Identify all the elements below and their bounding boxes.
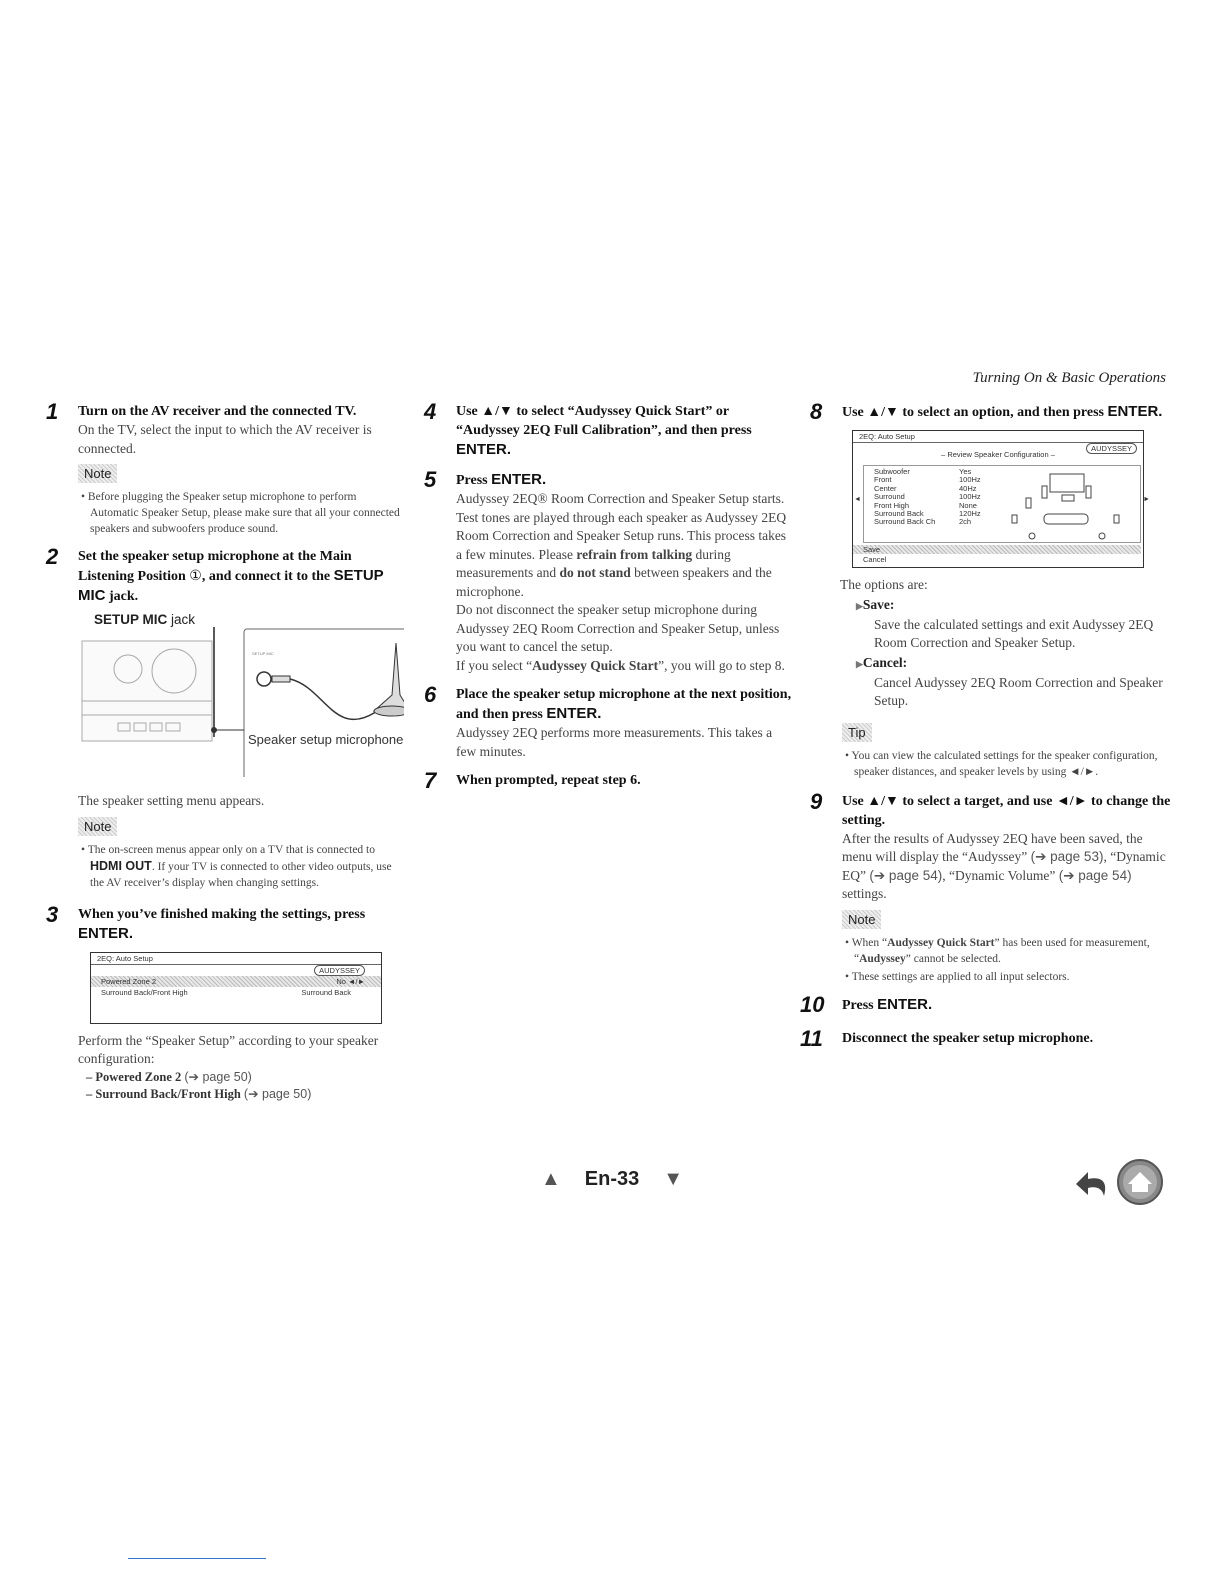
step-5	[420, 467, 792, 675]
config-row-label: Front	[874, 475, 892, 485]
config-row-label: Surround Back Ch	[874, 517, 936, 527]
step-title: Turn on the AV receiver and the connected TV.	[78, 404, 357, 419]
tip-item: • You can view the calculated settings for the speaker configuration, speaker distances, and speaker levels by using ◄/►.	[845, 749, 1158, 778]
step-body: The speaker setting menu appears.	[78, 793, 265, 808]
list-item: – Powered Zone 2 (➔ page 50)	[86, 1069, 252, 1084]
step-title: Press ENTER.	[842, 995, 933, 1013]
step-number: 2	[46, 544, 59, 569]
receiver-front-panel-illustration	[82, 641, 212, 741]
back-icon[interactable]	[1076, 1172, 1105, 1196]
step-number: 1	[46, 399, 59, 424]
step-title: Use ▲/▼ to select an option, and then press ENTER.	[842, 403, 1163, 420]
option-cancel-desc: Cancel Audyssey 2EQ Room Correction and Speaker Setup.	[874, 674, 1163, 708]
step-1	[42, 399, 402, 537]
step-number: 4	[424, 399, 437, 424]
tip-label: Tip	[842, 723, 872, 742]
step-number: 3	[46, 901, 59, 927]
step-body: Audyssey 2EQ performs more measurements. This takes a few minutes.	[456, 725, 773, 759]
step-number: 11	[800, 1025, 823, 1051]
step-10	[800, 991, 1174, 1017]
step-title: Press ENTER.	[456, 471, 547, 488]
column-3	[800, 399, 1174, 1058]
page-number: En-33	[584, 1168, 640, 1190]
step-4	[420, 399, 792, 460]
step-8	[806, 399, 1174, 780]
config-panel	[854, 465, 1150, 543]
menu-row-surround-back[interactable]: Surround Back/Front High Surround Back	[101, 987, 351, 997]
config-row-value: 40Hz	[959, 483, 977, 493]
note-item: • When “Audyssey Quick Start” has been used for measurement, “Audyssey” cannot be selected.	[845, 936, 1150, 965]
step-title: Set the speaker setup microphone at the Main Listening Position ①, and connect it to the SETUP MIC jack.	[78, 549, 384, 604]
step-body: The options are:	[840, 577, 928, 592]
screen-subtitle: – Review Speaker Configuration –	[941, 450, 1055, 459]
config-row-label: Front High	[874, 500, 910, 510]
config-row	[874, 518, 994, 526]
next-page-icon[interactable]: ▼	[663, 1168, 684, 1190]
step-number: 6	[424, 682, 437, 707]
step-3	[42, 901, 402, 1103]
step-11	[800, 1025, 1174, 1051]
screen-title: 2EQ: Auto Setup	[853, 431, 1143, 443]
step-title: Disconnect the speaker setup microphone.	[842, 1030, 1094, 1046]
step-6	[420, 682, 792, 761]
step-title: When you’ve finished making the settings, press ENTER.	[78, 906, 366, 942]
step-title: When prompted, repeat step 6.	[456, 773, 641, 788]
config-row-value: 2ch	[959, 517, 972, 527]
config-row-value: Yes	[959, 467, 972, 476]
option-save-desc: Save the calculated settings and exit Audyssey 2EQ Room Correction and Speaker Setup.	[874, 616, 1154, 650]
step-title: Place the speaker setup microphone at the next position, and then press ENTER.	[456, 687, 792, 722]
column-1	[42, 399, 404, 1113]
note-label: Note	[842, 910, 881, 929]
step-title: Use ▲/▼ to select a target, and use ◄/► to change the setting.	[842, 793, 1171, 828]
step-9	[806, 788, 1174, 985]
step-body: After the results of Audyssey 2EQ have been saved, the menu will display the “Audyssey” (➔ page 53), “Dynamic EQ” (➔ page 54), “Dynamic Volume” (➔ page 54) settings.	[842, 830, 1166, 901]
column-2	[420, 399, 792, 800]
mic-label: Speaker setup microphone	[248, 732, 404, 747]
config-row-label: Surround Back	[874, 509, 924, 519]
step-title: Use ▲/▼ to select “Audyssey Quick Start” or “Audyssey 2EQ Full Calibration”, and then press ENTER.	[456, 404, 752, 458]
step-2	[42, 544, 404, 891]
page-ref-link[interactable]: (➔ page 50)	[184, 1069, 252, 1084]
list-item: – Surround Back/Front High (➔ page 50)	[86, 1086, 312, 1101]
audyssey-badge: AUDYSSEY	[1086, 443, 1137, 454]
config-row-value: 120Hz	[959, 509, 981, 519]
step-number: 10	[800, 991, 825, 1017]
option-save-label: ▶Save:	[856, 596, 895, 612]
step-body: On the TV, select the input to which the AV receiver is connected.	[78, 422, 372, 456]
config-row-label: Subwoofer	[874, 467, 910, 476]
section-title: Turning On & Basic Operations	[972, 370, 1166, 386]
step-number: 7	[424, 768, 437, 793]
step-body: Do not disconnect the speaker setup microphone during Audyssey 2EQ Room Correction and Speaker Setup, unless you want to cancel the setup.	[456, 602, 780, 654]
page-ref-link[interactable]: (➔ page 50)	[243, 1086, 312, 1101]
save-option[interactable]: Save	[853, 545, 1141, 554]
page-ref-link[interactable]: (➔ page 54)	[1058, 867, 1132, 883]
footer-rule	[128, 1558, 266, 1559]
previous-page-icon[interactable]: ▲	[540, 1168, 561, 1190]
config-row-value: 100Hz	[959, 475, 981, 485]
config-row-label: Center	[874, 483, 897, 493]
review-speaker-config-screen	[852, 430, 1150, 568]
note-label: Note	[78, 817, 117, 836]
left-arrow-icon[interactable]: ◄	[854, 496, 861, 503]
config-row-value: None	[959, 500, 977, 510]
step-7	[420, 768, 792, 793]
page-ref-link[interactable]: (➔ page 54)	[869, 867, 943, 883]
menu-row-powered-zone[interactable]: Powered Zone 2 No ◄/►	[91, 976, 381, 987]
right-arrow-icon[interactable]: ►	[1143, 496, 1150, 503]
page-ref-link[interactable]: (➔ page 53)	[1030, 849, 1104, 864]
figure-caption: SETUP MIC jack	[94, 612, 196, 627]
speaker-layout-icon	[1004, 468, 1134, 540]
note-item: • Before plugging the Speaker setup microphone to perform Automatic Speaker Setup, please make sure that all your connected speakers and subwoofers produce sound.	[81, 491, 400, 535]
mic-connection-figure	[74, 627, 404, 777]
note-item: • The on-screen menus appear only on a TV that is connected to HDMI OUT. If your TV is connected to other video outputs, use the AV receiver’s display when changing settings.	[81, 843, 392, 889]
note-item: • These settings are applied to all input selectors.	[845, 970, 1070, 983]
screen-title: 2EQ: Auto Setup	[91, 953, 381, 965]
audyssey-badge: AUDYSSEY	[314, 965, 365, 976]
nav-icons	[1068, 1158, 1168, 1208]
config-row-label: Surround	[874, 492, 905, 502]
jack-label: SETUP MIC	[252, 651, 274, 656]
step-number: 8	[810, 399, 823, 424]
home-icon[interactable]	[1118, 1160, 1162, 1204]
step-number: 5	[424, 467, 437, 492]
cancel-option[interactable]: Cancel	[863, 555, 887, 564]
option-cancel-label: ▶Cancel:	[856, 654, 908, 670]
step-body: Perform the “Speaker Setup” according to your speaker configuration:	[78, 1032, 379, 1066]
config-row-value: 100Hz	[959, 492, 981, 502]
page-navigation	[0, 1168, 1224, 1191]
step-number: 9	[810, 788, 823, 814]
step-body: Audyssey 2EQ® Room Correction and Speaker Setup starts.	[456, 491, 785, 506]
step-body: Test tones are played through each speaker as Audyssey 2EQ Room Correction and Speaker Setup runs. This process takes a few minutes. Please refrain from talking during measurements and do not stand between speakers and the microphone.	[456, 509, 787, 599]
auto-setup-screen	[90, 952, 382, 1024]
step-body: If you select “Audyssey Quick Start”, you will go to step 8.	[456, 657, 785, 673]
note-label: Note	[78, 464, 117, 483]
